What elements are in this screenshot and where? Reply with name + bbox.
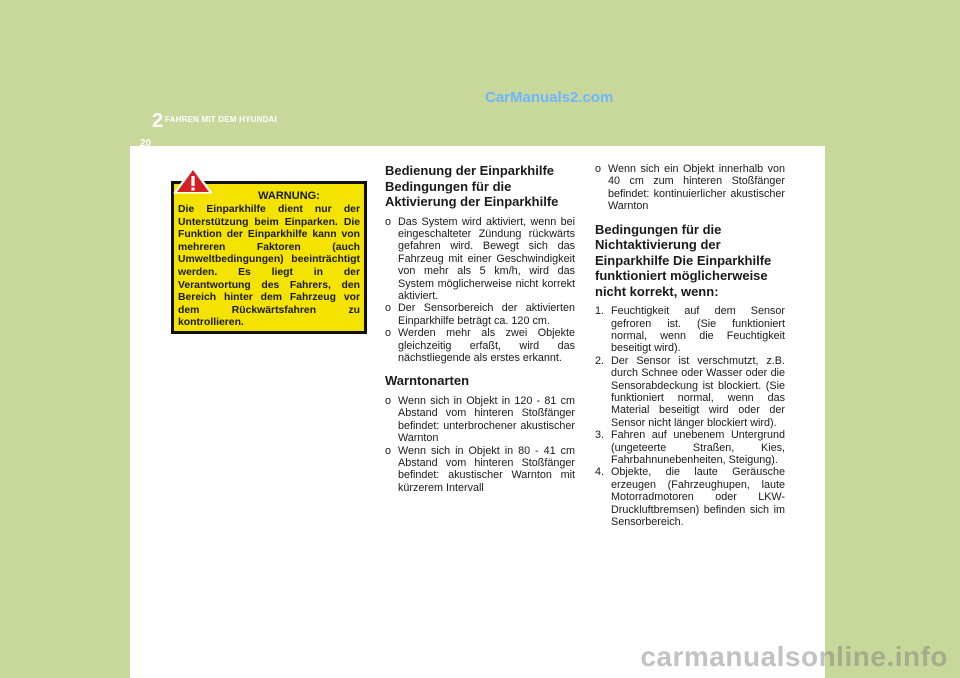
section-heading-warning-tones: Warntonarten [385, 373, 470, 389]
list-item-text: Wenn sich in Objekt in 80 - 41 cm Abstand vom hinteren Stoßfänger befindet: akustischer Warnton mit kürzerem Intervall [398, 444, 575, 494]
left-margin-band [0, 146, 130, 678]
item-number: 1. [595, 305, 605, 318]
numbered-item [595, 429, 785, 466]
list-item [385, 216, 575, 303]
list-item-text: Der Sensorbereich der aktivierten Einparkhilfe beträgt ca. 120 cm. [398, 302, 575, 327]
warning-box [171, 181, 367, 334]
chapter-title: FAHREN MIT DEM HYUNDAI [165, 115, 277, 124]
list-item [385, 445, 575, 495]
middle-column [385, 163, 575, 494]
numbered-item [595, 355, 785, 429]
item-text: Fahren auf unebenem Untergrund (ungeteerte Straßen, Kies, Fahrbahnunebenheiten, Steigung). [611, 429, 785, 466]
bullet-marker: o [385, 394, 392, 407]
item-text: Feuchtigkeit auf dem Sensor gefroren ist. (Sie funktioniert normal, wenn die Feuchtigkeit beseitigt wird). [611, 305, 785, 355]
list-item [595, 163, 785, 213]
section-heading-non-activation: Bedingungen für die Nichtaktivierung der Einparkhilfe Die Einparkhilfe funktioniert möglicherweise nicht korrekt, wenn: [595, 221, 772, 299]
page-number: 20 [140, 138, 152, 149]
right-column [595, 163, 785, 528]
list-item-text: Werden mehr als zwei Objekte gleichzeitig erfaßt, wird das nächstliegende als erstes erkannt. [398, 327, 575, 364]
watermark-top[interactable]: CarManuals2.com [485, 89, 614, 106]
header-band [0, 0, 960, 146]
bullet-marker: o [595, 163, 602, 175]
item-number: 2. [595, 354, 605, 367]
list-item [385, 395, 575, 445]
list-item-text: Wenn sich ein Objekt innerhalb von 40 cm zum hinteren Stoßfänger befindet: kontinuierlicher akustischer Warnton [608, 163, 785, 213]
warning-triangle-icon [173, 166, 213, 194]
right-margin-band [825, 146, 960, 678]
item-text: Objekte, die laute Geräusche erzeugen (Fahrzeughupen, laute Motorradmotoren oder LKW-Druckluftbremsen) befinden sich im Sensorbereich. [611, 466, 785, 529]
list-item [385, 302, 575, 327]
bullet-marker: o [385, 327, 392, 340]
item-number: 3. [595, 429, 605, 442]
item-text: Der Sensor ist verschmutzt, z.B. durch Schnee oder Wasser oder die Sensorabdeckung ist blockiert. (Sie funktioniert normal, wenn das Material beseitigt wird oder der Sensor nicht länger blockiert wird). [611, 354, 785, 429]
chapter-number: 2 [152, 110, 164, 132]
section-heading-operation: Bedienung der Einparkhilfe Bedingungen für die Aktivierung der Einparkhilfe [385, 163, 559, 209]
numbered-item [595, 305, 785, 355]
watermark-bottom[interactable]: carmanualsonline.info [640, 641, 948, 672]
list-item-text: Das System wird aktiviert, wenn bei eingeschalteter Zündung rückwärts gefahren wird. Bewegt sich das Fahrzeug mit einer Geschwindigkeit von mehr als 5 km/h, wird das System möglicherweise nicht korrekt aktiviert. [398, 215, 575, 302]
warning-title: WARNUNG: [258, 190, 320, 202]
list-item [385, 327, 575, 364]
bullet-marker: o [385, 444, 392, 457]
warning-text: Die Einparkhilfe dient nur der Unterstützung beim Einparken. Die Funktion der Einparkhilfe kann von mehreren Faktoren (auch Umweltbedingungen) beeinträchtigt werden. Es liegt in der Verantwortung des Fahrers, den Bereich hinter dem Fahrzeug vor dem Rückwärtsfahren zu kontrollieren. [178, 204, 360, 329]
list-item-text: Wenn sich in Objekt in 120 - 81 cm Abstand vom hinteren Stoßfänger befindet: unterbrochener akustischer Warnton [398, 394, 575, 445]
bullet-marker: o [385, 302, 392, 315]
bullet-marker: o [385, 215, 392, 228]
item-number: 4. [595, 466, 605, 479]
numbered-item [595, 466, 785, 528]
